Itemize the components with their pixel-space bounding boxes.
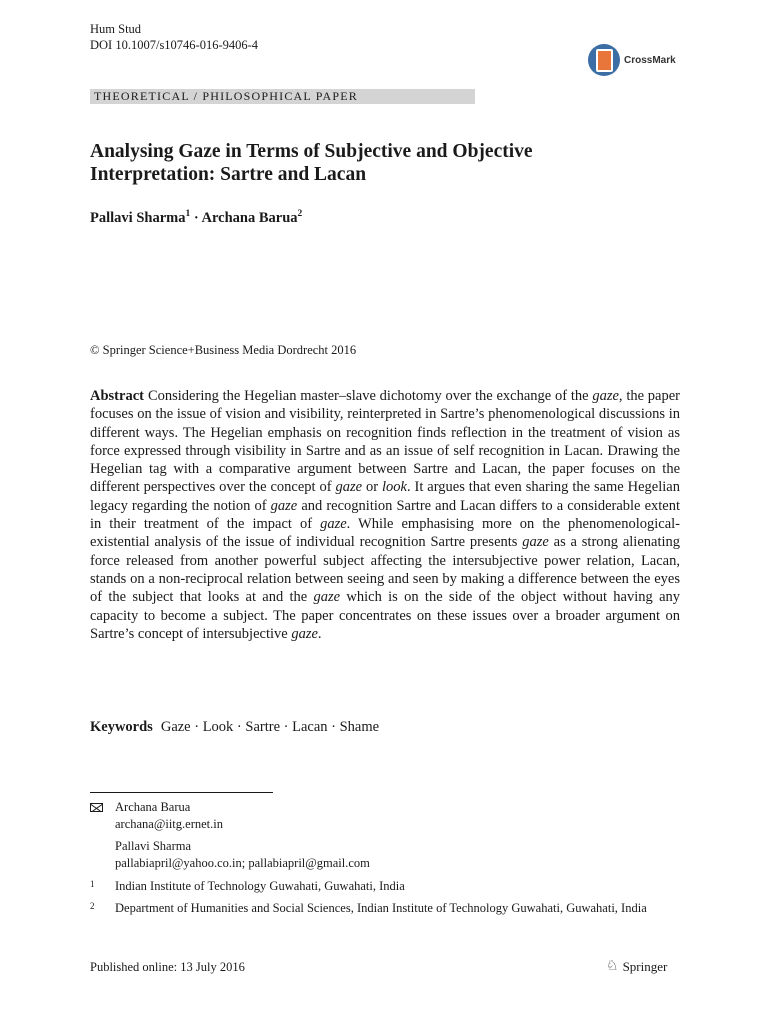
abstract-text: . It argues that even sharing the same Hegelian legacy regarding the notion of [90, 479, 680, 514]
corresponding-author-email[interactable]: archana@iitg.ernet.in [115, 816, 223, 831]
publisher-logo [606, 958, 667, 975]
author-affiliation-mark: 1 [185, 209, 191, 219]
keywords [90, 719, 379, 736]
paper-title-line-2: Interpretation: Sartre and Lacan [90, 164, 367, 185]
paper-title-line-1: Analysing Gaze in Terms of Subjective and Objective [90, 141, 533, 162]
author-affiliation-mark: 2 [297, 209, 303, 219]
journal-name: Hum Stud [90, 22, 142, 36]
abstract-italic: look [381, 479, 407, 496]
affiliation-1 [90, 878, 660, 895]
abstract-label: Abstract [90, 388, 144, 404]
affiliation-number: 1 [90, 879, 95, 889]
corresponding-author-name: Archana Barua [115, 800, 191, 814]
affiliation-number: 2 [90, 901, 95, 911]
keywords-label: Keywords [90, 719, 153, 735]
abstract-text: and recognition Sartre and Lacan differs to a considerable extent in their treatment of the impact of [90, 497, 680, 533]
crossmark-button[interactable] [588, 44, 676, 76]
author-name: Archana Barua [201, 209, 298, 226]
abstract-text: . While emphasising more on the phenomenological-existential analysis of the issue of individual recognition Sartre presents [90, 516, 680, 551]
copyright-notice: © Springer Science+Business Media Dordrecht 2016 [90, 343, 357, 357]
abstract-text: or [362, 479, 382, 496]
footnote-divider [90, 792, 273, 793]
abstract-italic: gaze [291, 625, 318, 642]
affiliation-text: Indian Institute of Technology Guwahati, Guwahati, India [115, 879, 405, 893]
journal-header [90, 21, 258, 53]
author-list [90, 209, 302, 227]
crossmark-label: CrossMark [624, 54, 676, 66]
abstract-text: Considering the Hegelian master–slave dichotomy over the exchange of the [147, 388, 593, 404]
abstract-italic: gaze [320, 516, 347, 533]
author-name: Pallavi Sharma [90, 209, 186, 226]
abstract-italic: gaze [313, 589, 341, 606]
keywords-list: Gaze · Look · Sartre · Lacan · Shame [160, 719, 380, 735]
abstract-italic: gaze [592, 388, 619, 404]
journal-doi[interactable]: DOI 10.1007/s10746-016-9406-4 [90, 38, 259, 52]
abstract-text: , the paper focuses on the issue of vision and visibility, reinterpreted in Sartre’s phenomenological discussions in different ways. The Hegelian emphasis on recognition finds reflection in the treatment of vision as force expressed through visibility in Sartre and as an issue of self recognition in Lacan. Drawing the Hegelian tag with a comparative argument between Sartre and Lacan, the paper focuses on the different perspectives over the concept of [90, 388, 680, 496]
paper-title [90, 140, 690, 186]
abstract-italic: gaze [522, 534, 549, 551]
coauthor-name: Pallavi Sharma [115, 839, 192, 853]
abstract-text: . [317, 625, 322, 642]
abstract-text: as a strong alienating force released from another powerful subject affecting the intersubjective power relation, Lacan, stands on a non-reciprocal relation between seeing and seen by making a difference between the eyes of the subject that looks at and the [90, 534, 680, 606]
affiliation-text: Department of Humanities and Social Sciences, Indian Institute of Technology Guwahati, Guwahati, India [115, 901, 647, 915]
correspondence-block [90, 799, 370, 871]
affiliation-2 [90, 900, 660, 917]
publisher-name: Springer [622, 958, 668, 974]
crossmark-icon [588, 44, 620, 76]
author-separator: · [190, 209, 202, 226]
envelope-icon [90, 803, 103, 812]
abstract-italic: gaze [270, 497, 298, 514]
abstract [90, 387, 680, 643]
published-date: Published online: 13 July 2016 [90, 960, 245, 974]
coauthor-email[interactable]: pallabiapril@yahoo.co.in; pallabiapril@gmail.com [115, 855, 370, 870]
article-type-banner: THEORETICAL / PHILOSOPHICAL PAPER [90, 89, 475, 104]
springer-horse-icon: ♘ [606, 959, 619, 974]
abstract-text: which is on the side of the object without having any capacity to become a subject. The paper concentrates on these issues over a broader argument on Sartre’s concept of intersubjective [90, 589, 680, 642]
abstract-italic: gaze [335, 479, 363, 496]
